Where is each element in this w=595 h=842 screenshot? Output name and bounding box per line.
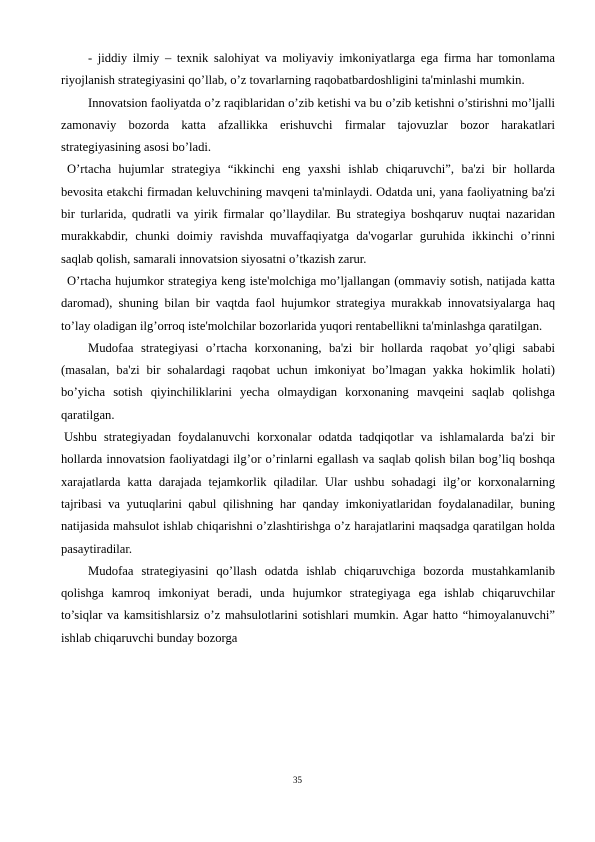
paragraph-4: O’rtacha hujumkor strategiya keng iste'molchiga mo’ljallangan (ommaviy sotish, natijada katta daromad), shuning bilan bir vaqtda faol hujumkor strategiya murakkab innovatsiyalarga haq to’lay oladigan ilg’orroq iste'molchilar bozorlarida yuqori rentabellikni ta'minlashga qaratilgan. — [61, 273, 555, 333]
paragraph-7: Mudofaa strategiyasini qo’llash odatda ishlab chiqaruvchiga bozorda mustahkamlanib qolishga kamroq imkoniyat beradi, unda hujumkor strategiyaga ega ishlab chiqaruvchilar to’siqlar va kamsitishlarsiz o’z mahsulotlarini sotishlari mumkin. Agar hatto “himoyalanuvchi” ishlab chiqaruvchi bunday bozorga — [61, 563, 555, 645]
paragraph-3: O’rtacha hujumlar strategiya “ikkinchi eng yaxshi ishlab chiqaruvchi”, ba'zi bir hollarda bevosita etakchi firmadan keluvchining mavqeni ta'minlaydi. Odatda uni, yana faoliyatning ba'zi bir turlarida, qudratli va yirik firmalar qo’llaydilar. Bu strategiya boshqaruv nuqtai nazaridan murakkabdir, chunki doimiy ravishda muvaffaqiyatga da'vogarlar guruhida ikkinchi o’rinni saqlab qolish, samarali innovatsion siyosatni o’tkazish zarur. — [61, 162, 555, 266]
paragraph-5: Mudofaa strategiyasi o’rtacha korxonaning, ba'zi bir hollarda raqobat yo’qligi sababi (masalan, ba'zi bir sohalardagi raqobat uchun imkoniyat bo’lmagan yakka hokimlik holati) bo’yicha sotish qiyinchiliklarini yecha olmaydigan korxonaning mavqeini saqlab qolishga qaratilgan. — [61, 340, 555, 422]
page-number: 35 — [293, 775, 302, 785]
paragraph-1: - jiddiy ilmiy – texnik salohiyat va moliyaviy imkoniyatlarga ega firma har tomonlama riyojlanish strategiyasini qo’llab, o’z tovarlarning raqobatbardoshligini ta'minlashi mumkin. — [61, 51, 555, 88]
paragraph-6: Ushbu strategiyadan foydalanuvchi korxonalar odatda tadqiqotlar va ishlamalarda ba'zi bir hollarda innovatsion faoliyatdagi ilg’or o’rinlarni egallash va saqlab qolish bilan bog’liq boshqa xarajatlarda katta darajada tejamkorlik qiladilar. Ular ushbu sohadagi ilg’or korxonalarning tajribasi va yutuqlarini qabul qilishning har qanday imkoniyatlaridan foydalanadilar, buning natijasida mahsulot ishlab chiqarishni o’zlashtirishga o’z harajatlarini maqsadga qaratilgan holda pasaytiradilar. — [61, 430, 555, 556]
paragraph-2: Innovatsion faoliyatda o’z raqiblaridan o’zib ketishi va bu o’zib ketishni o’stirishni mo’ljalli zamonaviy bozorda katta afzallikka erishuvchi firmalar tajovuzlar bozor harakatlari strategiyasining asosi bo’ladi. — [61, 95, 555, 155]
body-text — [61, 47, 555, 649]
